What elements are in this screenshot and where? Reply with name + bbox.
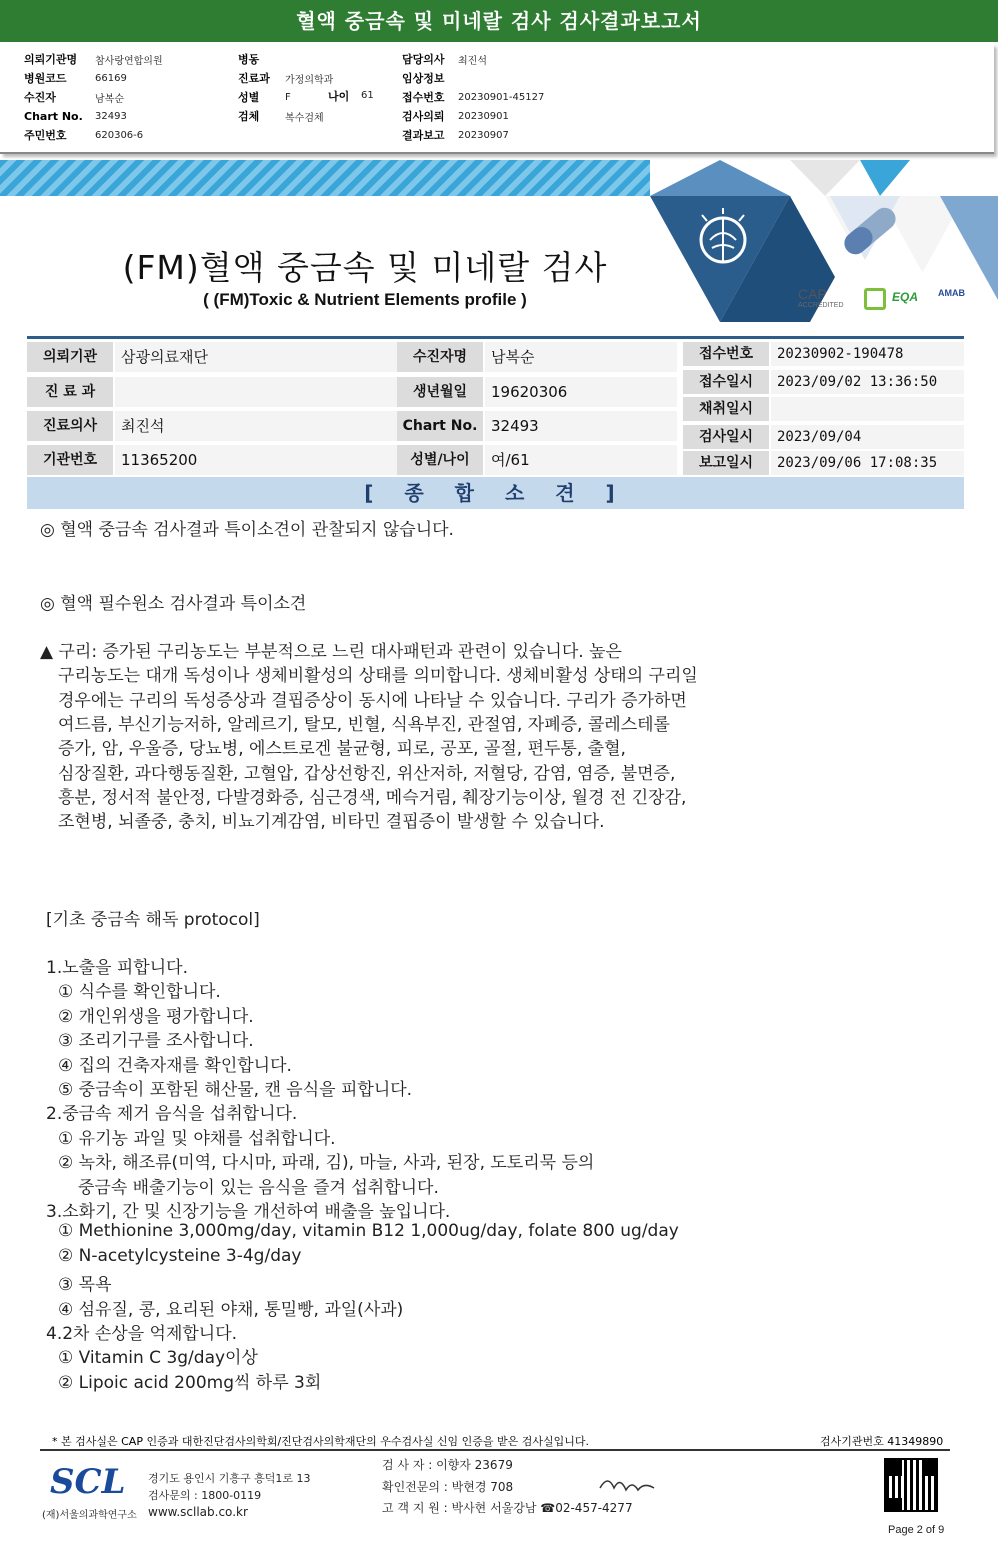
- footer-note: * 본 검사실은 CAP 인증과 대한진단검사의학회/진단검사의학재단의 우수검사실 신임 인증을 받은 검사실입니다.: [52, 1435, 590, 1448]
- cap-logo-text: CAP: [798, 286, 827, 302]
- header-field-label: 결과보고: [402, 129, 445, 142]
- finding-essential-header: ◎ 혈액 필수원소 검사결과 특이소견: [40, 594, 307, 614]
- header-field-value: F: [285, 91, 291, 103]
- amab-logo: AMAB: [938, 288, 965, 298]
- header-field-label: 담당의사: [402, 53, 445, 66]
- header-field-label: 수진자: [24, 91, 56, 104]
- patient-value: [771, 397, 964, 421]
- patient-info-table: [27, 336, 964, 472]
- protocol-line: ② 녹차, 해조류(미역, 다시마, 파래, 김), 마늘, 사과, 된장, 도토리묵 등의: [58, 1153, 595, 1174]
- header-field: [402, 126, 509, 144]
- header-field-label: 주민번호: [24, 129, 67, 142]
- protocol-line: ⑤ 중금속이 포함된 해산물, 캔 음식을 피합니다.: [58, 1080, 413, 1100]
- header-field-label: Chart No.: [24, 109, 83, 123]
- header-field-label: 임상정보: [402, 72, 445, 85]
- header-field-label: 검체: [238, 110, 260, 123]
- protocol-line: 중금속 배출기능이 있는 음식을 즐겨 섭취합니다.: [78, 1177, 439, 1198]
- header-field: [402, 107, 509, 125]
- patient-value: 2023/09/06 17:08:35: [771, 451, 964, 475]
- header-field: [24, 69, 127, 87]
- header-field: [238, 69, 334, 87]
- header-field-label: 병원코드: [24, 72, 67, 85]
- report-title: (FM)혈액 중금속 및 미네랄 검사: [122, 248, 608, 287]
- footer-website[interactable]: www.scllab.co.kr: [148, 1505, 248, 1519]
- header-field-value: 복수검체: [285, 112, 324, 124]
- header-field: [402, 88, 545, 106]
- header-field: [24, 107, 127, 125]
- patient-value: [115, 377, 399, 407]
- protocol-line: ③ 목욕: [58, 1275, 112, 1296]
- header-field-value: 가정의학과: [285, 74, 334, 86]
- protocol-line: 3.소화기, 간 및 신장기능을 개선하여 배출을 높입니다.: [46, 1202, 451, 1222]
- header-field-label: 의뢰기관명: [24, 53, 78, 66]
- header-field: [238, 107, 324, 125]
- copper-line: 흥분, 정서적 불안정, 다발경화증, 심근경색, 메슥거림, 췌장기능이상, 월경 전 긴장감,: [58, 787, 687, 808]
- protocol-line: ③ 조리기구를 조사합니다.: [58, 1031, 254, 1052]
- patient-label: 채취일시: [683, 397, 769, 421]
- protocol-line: ④ 섬유질, 콩, 요리된 야채, 통밀빵, 과일(사과): [58, 1299, 404, 1320]
- header-field: [238, 50, 259, 68]
- patient-label: Chart No.: [397, 411, 483, 441]
- patient-value: 20230902-190478: [771, 342, 964, 366]
- header-field-value: 32493: [95, 110, 127, 122]
- patient-label: 접수일시: [683, 370, 769, 394]
- protocol-line: ④ 집의 건축자재를 확인합니다.: [58, 1055, 292, 1076]
- header-field-label: 검사의뢰: [402, 110, 445, 123]
- patient-label: 수진자명: [397, 342, 483, 372]
- header-field-label: 병동: [238, 53, 260, 66]
- footer-specialist: 확인전문의 : 박현경 708: [382, 1480, 514, 1494]
- copper-line: 증가, 암, 우울증, 당뇨병, 에스트로겐 불균형, 피로, 공포, 골절, 편두통, 출혈,: [58, 739, 626, 760]
- summary-header: [ 종 합 소 견 ]: [27, 477, 964, 509]
- header-field-value: 남복순: [95, 93, 124, 105]
- copper-line: 여드름, 부신기능저하, 알레르기, 탈모, 빈혈, 식욕부진, 관절염, 자폐증, 콜레스테롤: [58, 714, 670, 735]
- scl-logo-sub: (재)서울의과학연구소: [42, 1510, 137, 1521]
- header-field-label: 성별: [238, 91, 260, 104]
- protocol-line: 2.중금속 제거 음식을 섭취합니다.: [46, 1104, 298, 1125]
- patient-value: 19620306: [485, 377, 677, 407]
- report-header-info: [0, 44, 994, 154]
- header-field: [24, 126, 144, 144]
- protocol-line: ① Vitamin C 3g/day이상: [58, 1348, 258, 1369]
- patient-value: 남복순: [485, 342, 677, 372]
- protocol-line: 4.2차 손상을 억제합니다.: [46, 1324, 238, 1344]
- report-subtitle: ( (FM)Toxic & Nutrient Elements profile ): [203, 290, 527, 309]
- footer-support: 고 객 지 원 : 박사현 서울강남 ☎02-457-4277: [382, 1501, 633, 1515]
- patient-label: 기관번호: [27, 445, 113, 475]
- header-field-value: 66169: [95, 72, 127, 84]
- patient-value: 최진석: [115, 411, 399, 441]
- patient-label: 진 료 과: [27, 377, 113, 407]
- patient-value: 2023/09/02 13:36:50: [771, 370, 964, 394]
- footer-examiner: 검 사 자 : 이향자 23679: [382, 1458, 513, 1472]
- patient-value: 삼광의료재단: [115, 342, 399, 372]
- patient-value: 32493: [485, 411, 677, 441]
- page-number: Page 2 of 9: [888, 1524, 945, 1536]
- copper-line: 조현병, 뇌졸중, 충치, 비뇨기계감염, 비타민 결핍증이 발생할 수 있습니다.: [58, 812, 605, 833]
- header-field-value: 20230907: [458, 129, 509, 141]
- patient-value: 11365200: [115, 445, 399, 475]
- protocol-line: ① Methionine 3,000mg/day, vitamin B12 1,000ug/day, folate 800 ug/day: [58, 1221, 679, 1242]
- patient-value: 여/61: [485, 445, 677, 475]
- protocol-title: [기초 중금속 해독 protocol]: [46, 910, 260, 930]
- footer-address: 경기도 용인시 기흥구 흥덕1로 13: [148, 1472, 311, 1485]
- header-age-value: 61: [361, 90, 374, 101]
- header-field-label: 진료과: [238, 72, 270, 85]
- copper-line: ▲ 구리: 증가된 구리농도는 부분적으로 느린 대사패턴과 관련이 있습니다. 높은: [40, 642, 622, 662]
- protocol-line: ② N-acetylcysteine 3-4g/day: [58, 1245, 302, 1266]
- footer-lab-code: 검사기관번호 41349890: [820, 1435, 944, 1448]
- cap-logo-sub: ACCREDITED: [798, 302, 844, 309]
- copper-line: 심장질환, 과다행동질환, 고혈압, 갑상선항진, 위산저하, 저혈당, 감염, 염증, 불면증,: [58, 763, 676, 784]
- header-field: [238, 88, 291, 106]
- cap-logo: [798, 286, 844, 309]
- patient-value: 2023/09/04: [771, 425, 964, 449]
- eqa-logo: EQA: [892, 290, 919, 304]
- copper-line: 경우에는 구리의 독성증상과 결핍증상이 동시에 나타날 수 있습니다. 구리가 증가하면: [58, 690, 687, 711]
- scl-logo: SCL: [50, 1462, 126, 1502]
- footer-inquiry: 검사문의 : 1800-0119: [148, 1489, 262, 1502]
- header-field: [402, 50, 487, 68]
- protocol-line: ② Lipoic acid 200mg씩 하루 3회: [58, 1372, 322, 1393]
- header-field-label: 접수번호: [402, 91, 445, 104]
- protocol-line: ① 식수를 확인합니다.: [58, 982, 221, 1003]
- header-age-label: 나이: [328, 90, 350, 103]
- header-field: [24, 50, 163, 68]
- patient-label: 접수번호: [683, 342, 769, 366]
- patient-label: 보고일시: [683, 451, 769, 475]
- patient-label: 검사일시: [683, 425, 769, 449]
- qr-code: [884, 1458, 938, 1512]
- patient-label: 성별/나이: [397, 445, 483, 475]
- protocol-line: ① 유기농 과일 및 야채를 섭취합니다.: [58, 1128, 336, 1149]
- header-field-value: 20230901-45127: [458, 91, 545, 103]
- header-field-value: 참사랑연합의원: [95, 55, 163, 67]
- signature: [598, 1472, 658, 1500]
- header-field-value: 620306-6: [95, 129, 144, 141]
- header-field: [402, 69, 445, 87]
- lm-logo: [864, 288, 886, 310]
- patient-label: 의뢰기관: [27, 342, 113, 372]
- finding-heavy-metal: ◎ 혈액 중금속 검사결과 특이소견이 관찰되지 않습니다.: [40, 520, 454, 540]
- patient-label: 생년월일: [397, 377, 483, 407]
- protocol-line: 1.노출을 피합니다.: [46, 958, 188, 978]
- patient-label: 진료의사: [27, 411, 113, 441]
- header-field: [24, 88, 124, 106]
- header-field-value: 최진석: [458, 55, 487, 67]
- header-field-value: 20230901: [458, 110, 509, 122]
- protocol-line: ② 개인위생을 평가합니다.: [58, 1006, 254, 1027]
- report-banner-title: 혈액 중금속 및 미네랄 검사 검사결과보고서: [0, 0, 998, 42]
- copper-line: 구리농도는 대개 독성이나 생체비활성의 상태를 의미합니다. 생체비활성 상태의 구리일: [58, 666, 698, 687]
